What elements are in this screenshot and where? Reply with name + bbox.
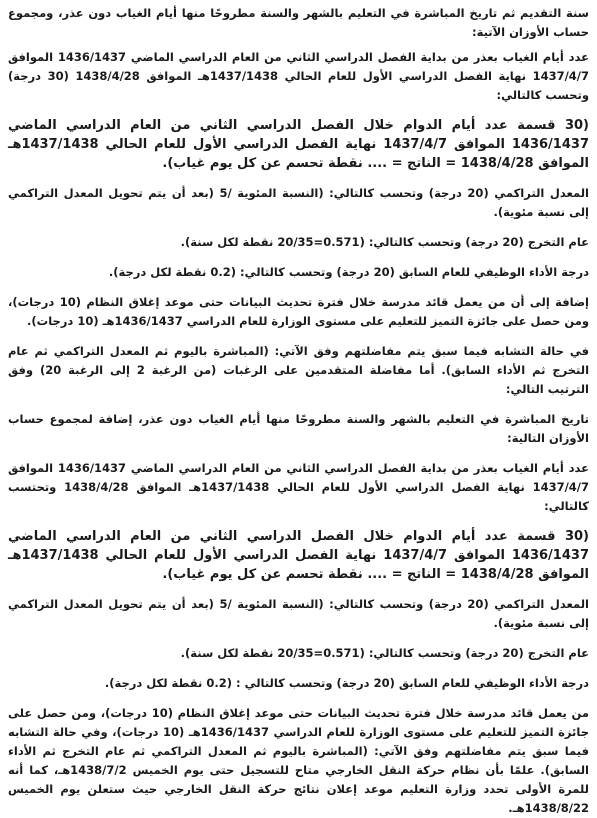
paragraph-preferences-intro: تاريخ المباشرة في التعليم بالشهر والسنة مطروحًا منها أيام الغياب دون عذر، إضافة لمجموع حساب الأوزان التالية: xyxy=(8,412,589,445)
paragraph-gpa: المعدل التراكمي (20 درجة) وتحسب كالتالي: (النسبة المئوية /5 (بعد أن يتم تحويل المعدل التراكمي إلى نسبة مئوية). xyxy=(8,186,589,219)
paragraph-absence-formula-2: (30 قسمة عدد أيام الدوام خلال الفصل الدراسي الثاني من العام الدراسي الماضي 1436/1437 الموافق 1437/4/7 نهاية الفصل الدراسي الأول للعام الحالي 1437/1438هـ الموافق 1438/4/28 = الناتج = .... نقطة تحسم عن كل يوم غياب). xyxy=(8,529,589,582)
paragraph-absence-formula: (30 قسمة عدد أيام الدوام خلال الفصل الدراسي الثاني من العام الدراسي الماضي 1436/1437 الموافق 1437/4/7 نهاية الفصل الدراسي الأول للعام الحالي 1437/1438هـ الموافق 1438/4/28 = الناتج = .... نقطة تحسم عن كل يوم غياب). xyxy=(8,118,589,171)
paragraph-closing: من يعمل قائد مدرسة خلال فترة تحديث البيانات حتى موعد إغلاق النظام (10 درجات)، ومن حصل على جائزة التميز للتعليم على مستوى الوزارة للعام الدراسي 1436/1437هـ (10 درجات)، وفي حالة التشابه فيما سبق يتم مفاضلتهم وفق الآتي: (المباشرة باليوم ثم المعدل التراكمي ثم عام التخرج ثم الأداء السابق). علمًا بأن نظام حركة النقل الخارجي متاح للتسجيل حتى يوم الخميس 1438/7/2هـ، كما أنه للمرة الأولى تحدد وزارة التعليم موعد إعلان نتائج حركة النقل الخارجي حيث ستعلن يوم الخميس 1438/8/22هـ. xyxy=(8,706,590,815)
paragraph-bonus: إضافة إلى أن من يعمل قائد مدرسة خلال فترة تحديث البيانات حتى موعد إغلاق النظام (10 درجات)، ومن حصل على جائزة التميز للتعليم على مستوى الوزارة للعام الدراسي 1436/1437هـ (10 درجات). xyxy=(8,295,590,328)
paragraph-absence-excused-2: عدد أيام الغياب بعذر من بداية الفصل الدراسي الثاني من العام الدراسي الماضي 1436/1437 الموافق 1437/4/7 نهاية الفصل الدراسي الأول للعام الحالي 1437/1438هـ الموافق 1438/4/28 وتحتسب كالتالي: xyxy=(8,461,589,513)
paragraph-performance: درجة الأداء الوظيفي للعام السابق (20 درجة) وتحسب كالتالي: (0.2 نقطة لكل درجة). xyxy=(108,265,589,279)
paragraph-graduation-year: عام التخرج (20 درجة) وتحسب كالتالي: (0.571=20/35 نقطة لكل سنة). xyxy=(180,235,589,249)
paragraph-performance-2: درجة الأداء الوظيفي للعام السابق (20 درجة) وتحسب كالتالي : (0.2 نقطة لكل درجة). xyxy=(104,676,589,690)
paragraph-gpa-2: المعدل التراكمي (20 درجة) وتحسب كالتالي: (النسبة المئوية /5 (بعد أن يتم تحويل المعدل التراكمي إلى نسبة مئوية). xyxy=(8,597,589,630)
paragraph-absence-excused: عدد أيام الغياب بعذر من بداية الفصل الدراسي الثاني من العام الدراسي الماضي 1436/1437 الموافق 1437/4/7 نهاية الفصل الدراسي الأول للعام الحالي 1437/1438هـ الموافق 1438/4/28 (30 درجة) وتحسب كالتالي: xyxy=(8,50,589,102)
paragraph-graduation-year-2: عام التخرج (20 درجة) وتحسب كالتالي: (0.571=20/35 نقطة لكل سنة). xyxy=(180,646,589,660)
paragraph-intro: سنة التقديم ثم تاريخ المباشرة في التعليم بالشهر والسنة مطروحًا منها أيام الغياب دون عذر، ومجموع حساب الأوزان الآتية: xyxy=(8,6,589,39)
paragraph-tie-break: في حالة التشابه فيما سبق يتم مفاضلتهم وفق الآتي: (المباشرة باليوم ثم المعدل التراكمي ثم عام التخرج ثم الأداء السابق). أما مفاضلة المتقدمين على الرغبات (من الرغبة 2 إلى الرغبة 20) وفق الترتيب التالي: xyxy=(8,344,590,396)
